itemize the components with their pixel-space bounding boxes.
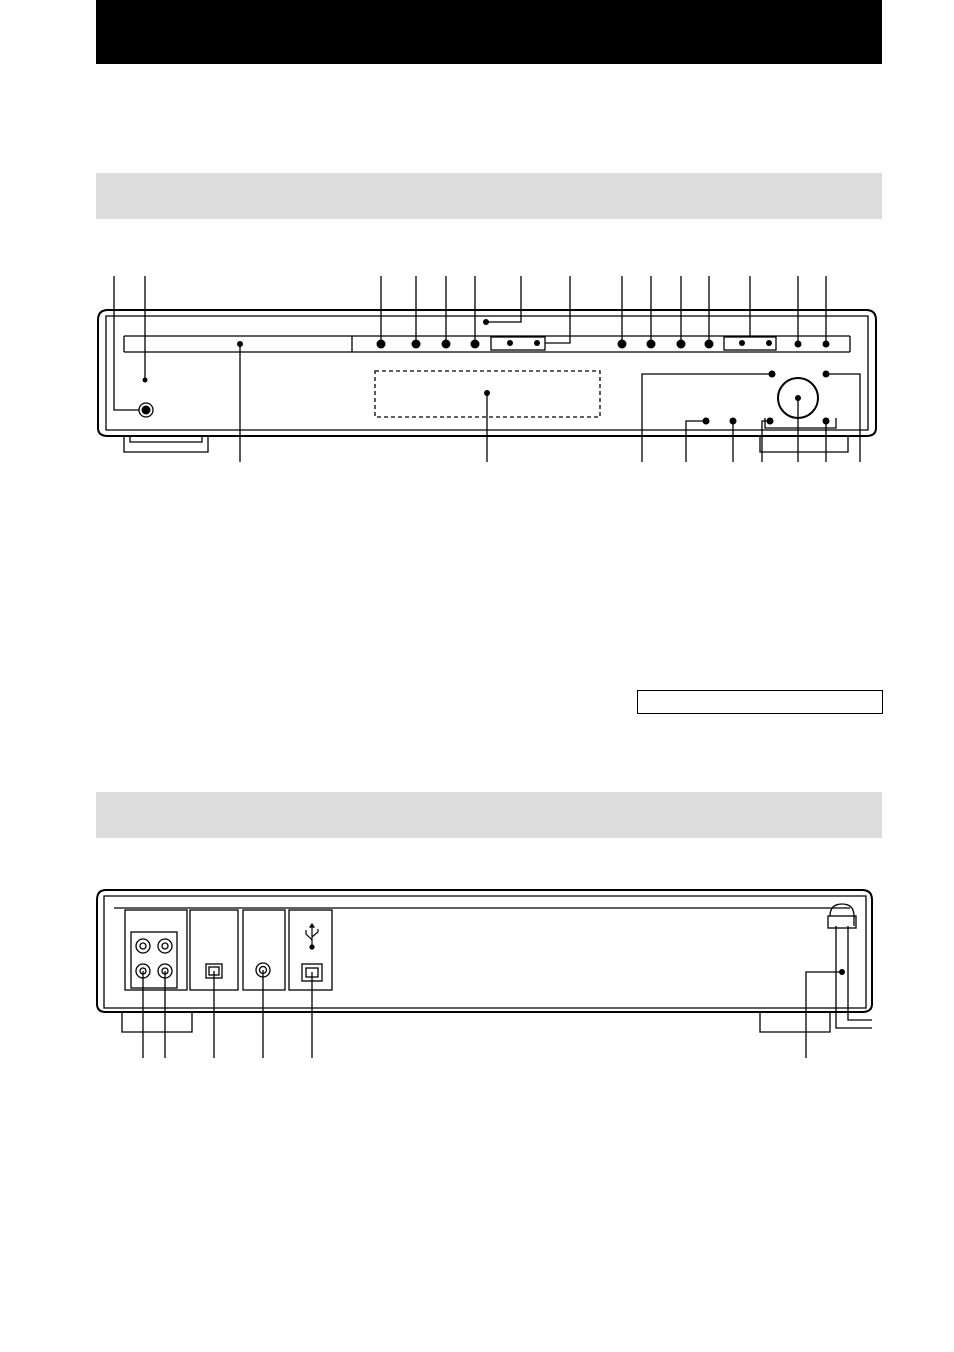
usb-icon — [306, 924, 318, 949]
header-bar — [96, 0, 882, 64]
rear-panel-section — [96, 792, 882, 838]
front-panel-section — [96, 173, 882, 219]
rear-panel-diagram — [0, 880, 954, 1080]
empty-box — [637, 690, 883, 714]
front-panel-diagram — [0, 240, 954, 500]
